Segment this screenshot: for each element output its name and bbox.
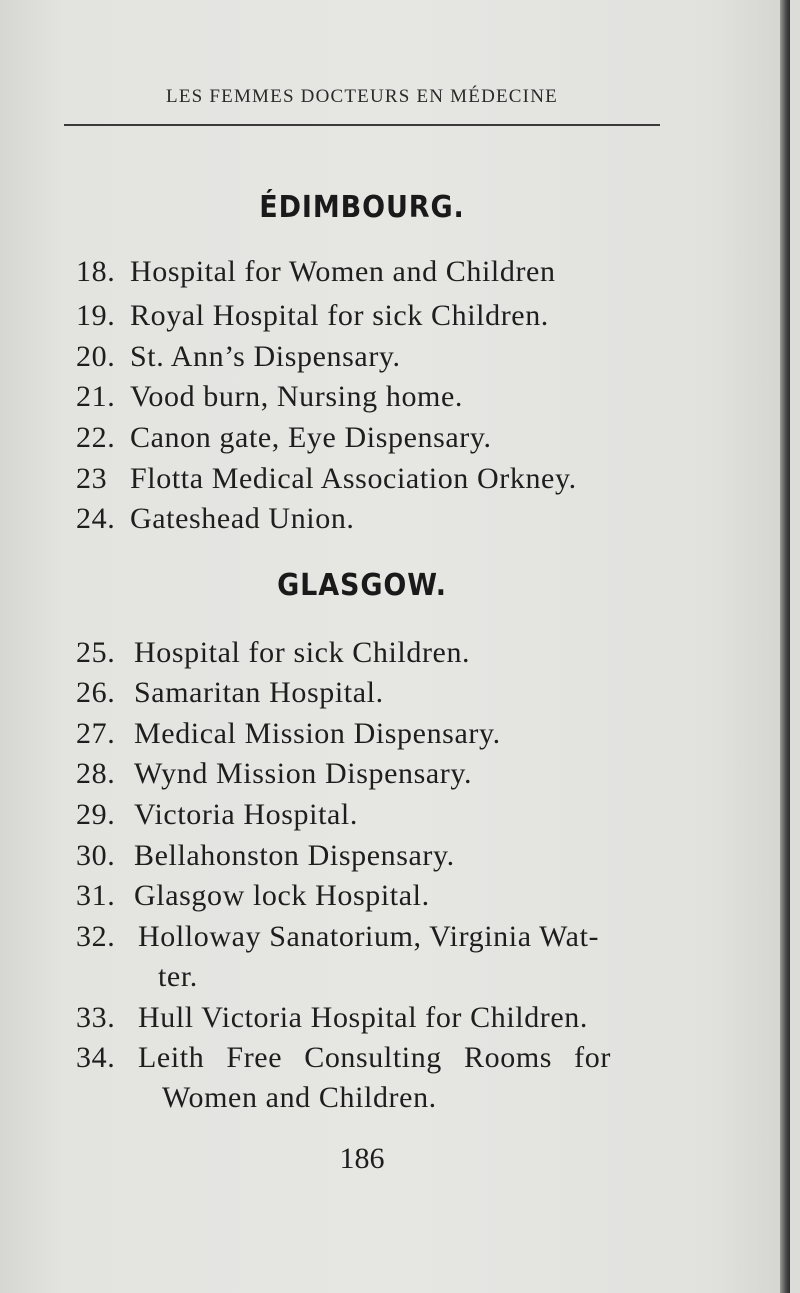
entry-text: Bellahonston Dispensary. bbox=[134, 839, 455, 872]
entry-text: Vood burn, Nursing home. bbox=[130, 380, 464, 413]
entry-number: 18. bbox=[76, 255, 116, 288]
entry-number: 22. bbox=[76, 421, 116, 454]
entry-continuation: Women and Children. bbox=[162, 1081, 437, 1114]
entry-text: Wynd Mission Dispensary. bbox=[134, 757, 473, 790]
entry-text: Victoria Hospital. bbox=[134, 798, 358, 831]
entry-number: 25. bbox=[76, 636, 116, 669]
entry-text: Royal Hospital for sick Children. bbox=[130, 299, 549, 332]
entry-text: Leith Free Consulting Rooms for bbox=[138, 1041, 611, 1074]
entry-number: 20. bbox=[76, 340, 116, 373]
entry-number: 30. bbox=[76, 839, 116, 872]
entry-text: Hull Victoria Hospital for Children. bbox=[138, 1001, 589, 1034]
section-title-glasgow: GLASGOW. bbox=[277, 568, 447, 603]
entry-number: 24. bbox=[76, 502, 116, 535]
entry-number: 29. bbox=[76, 798, 116, 831]
entry-text: Samaritan Hospital. bbox=[134, 676, 384, 709]
entry-number: 34. bbox=[76, 1041, 116, 1074]
entry-text: Gateshead Union. bbox=[130, 502, 355, 535]
page-edge-shadow bbox=[780, 0, 790, 1293]
entry-text: Canon gate, Eye Dispensary. bbox=[130, 421, 492, 454]
entry-continuation: ter. bbox=[158, 960, 198, 993]
entry-number: 27. bbox=[76, 717, 116, 750]
entry-number: 21. bbox=[76, 380, 116, 413]
entry-number: 31. bbox=[76, 879, 116, 912]
entry-number: 32. bbox=[76, 920, 116, 953]
entry-number: 23 bbox=[76, 462, 108, 495]
entry-number: 26. bbox=[76, 676, 116, 709]
entry-text: Hospital for Women and Children bbox=[130, 255, 556, 288]
page-number: 186 bbox=[339, 1142, 385, 1175]
header-rule bbox=[64, 124, 660, 126]
entry-text: Holloway Sanatorium, Virginia Wat- bbox=[138, 920, 600, 953]
entry-text: Flotta Medical Association Orkney. bbox=[130, 462, 577, 495]
entry-number: 19. bbox=[76, 299, 116, 332]
entry-text: Glasgow lock Hospital. bbox=[134, 879, 430, 912]
entry-number: 33. bbox=[76, 1001, 116, 1034]
running-head: LES FEMMES DOCTEURS EN MÉDECINE bbox=[166, 86, 558, 107]
section-title-edimbourg: ÉDIMBOURG. bbox=[259, 190, 465, 225]
entry-text: St. Ann’s Dispensary. bbox=[130, 340, 401, 373]
entry-text: Hospital for sick Children. bbox=[134, 636, 471, 669]
entry-number: 28. bbox=[76, 757, 116, 790]
entry-text: Medical Mission Dispensary. bbox=[134, 717, 501, 750]
